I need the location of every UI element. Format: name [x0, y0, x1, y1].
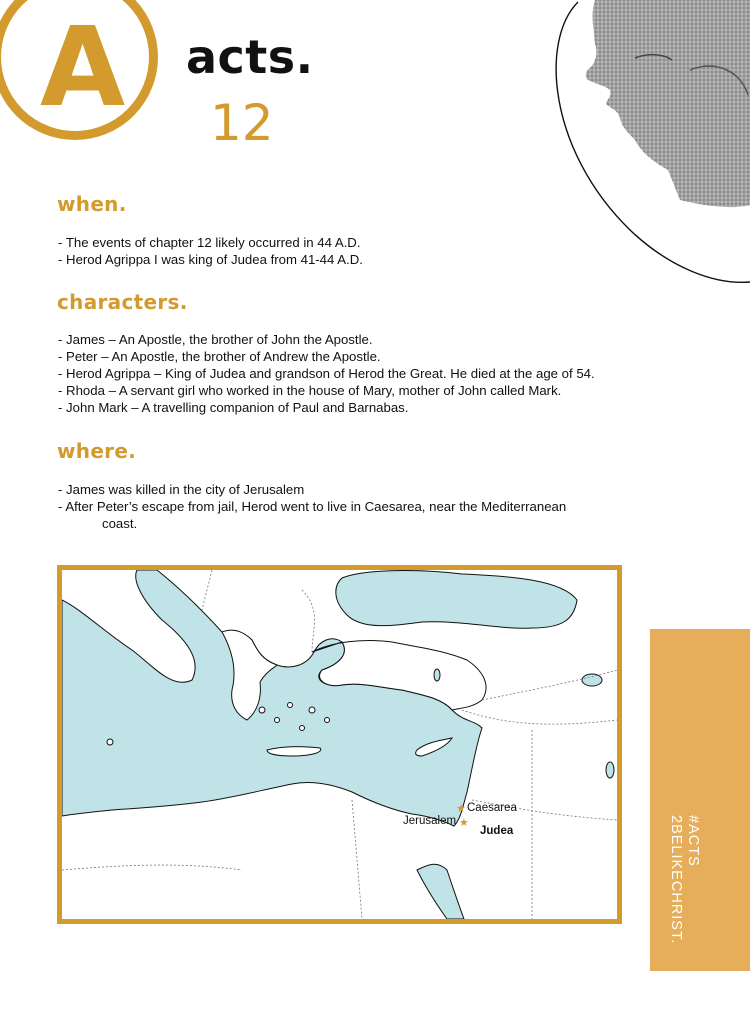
list-item: - James – An Apostle, the brother of John the Apostle.	[58, 332, 373, 347]
list-item: - The events of chapter 12 likely occurred in 44 A.D.	[58, 235, 361, 250]
list-item: - John Mark – A travelling companion of Paul and Barnabas.	[58, 400, 409, 415]
list-item: coast.	[102, 516, 138, 531]
star-icon: ★	[459, 817, 469, 829]
logo-letter: A	[40, 3, 126, 131]
where-list	[58, 481, 566, 532]
star-icon: ★	[456, 803, 466, 815]
sidebar-hashtag	[667, 815, 701, 1015]
book-title: acts.	[186, 30, 314, 84]
chapter-number: 12	[210, 94, 274, 152]
hashtag-acts: #ACTS	[685, 815, 701, 867]
map-graphic	[62, 570, 617, 919]
greek-statue-head-icon	[540, 0, 750, 290]
hashtag-belikechrist: 2BELIKECHRIST.	[668, 815, 684, 945]
list-item: - Herod Agrippa I was king of Judea from 41-44 A.D.	[58, 252, 363, 267]
list-item: - After Peter’s escape from jail, Herod went to live in Caesarea, near the Mediterranean	[58, 499, 567, 514]
characters-list	[58, 331, 595, 416]
list-item: - Rhoda – A servant girl who worked in the house of Mary, mother of John called Mark.	[58, 383, 562, 398]
when-heading: when.	[57, 192, 127, 216]
list-item: - Herod Agrippa – King of Judea and grandson of Herod the Great. He died at the age of 54.	[58, 366, 595, 381]
list-item: - Peter – An Apostle, the brother of Andrew the Apostle.	[58, 349, 381, 364]
map-label-judea: Judea	[480, 825, 514, 837]
where-heading: where.	[57, 439, 137, 463]
map-label-jerusalem: Jerusalem	[403, 815, 457, 827]
characters-heading: characters.	[57, 290, 188, 314]
map	[57, 565, 622, 924]
when-list	[58, 234, 363, 268]
list-item: - James was killed in the city of Jerusalem	[58, 482, 305, 497]
map-label-caesarea: Caesarea	[467, 802, 517, 814]
